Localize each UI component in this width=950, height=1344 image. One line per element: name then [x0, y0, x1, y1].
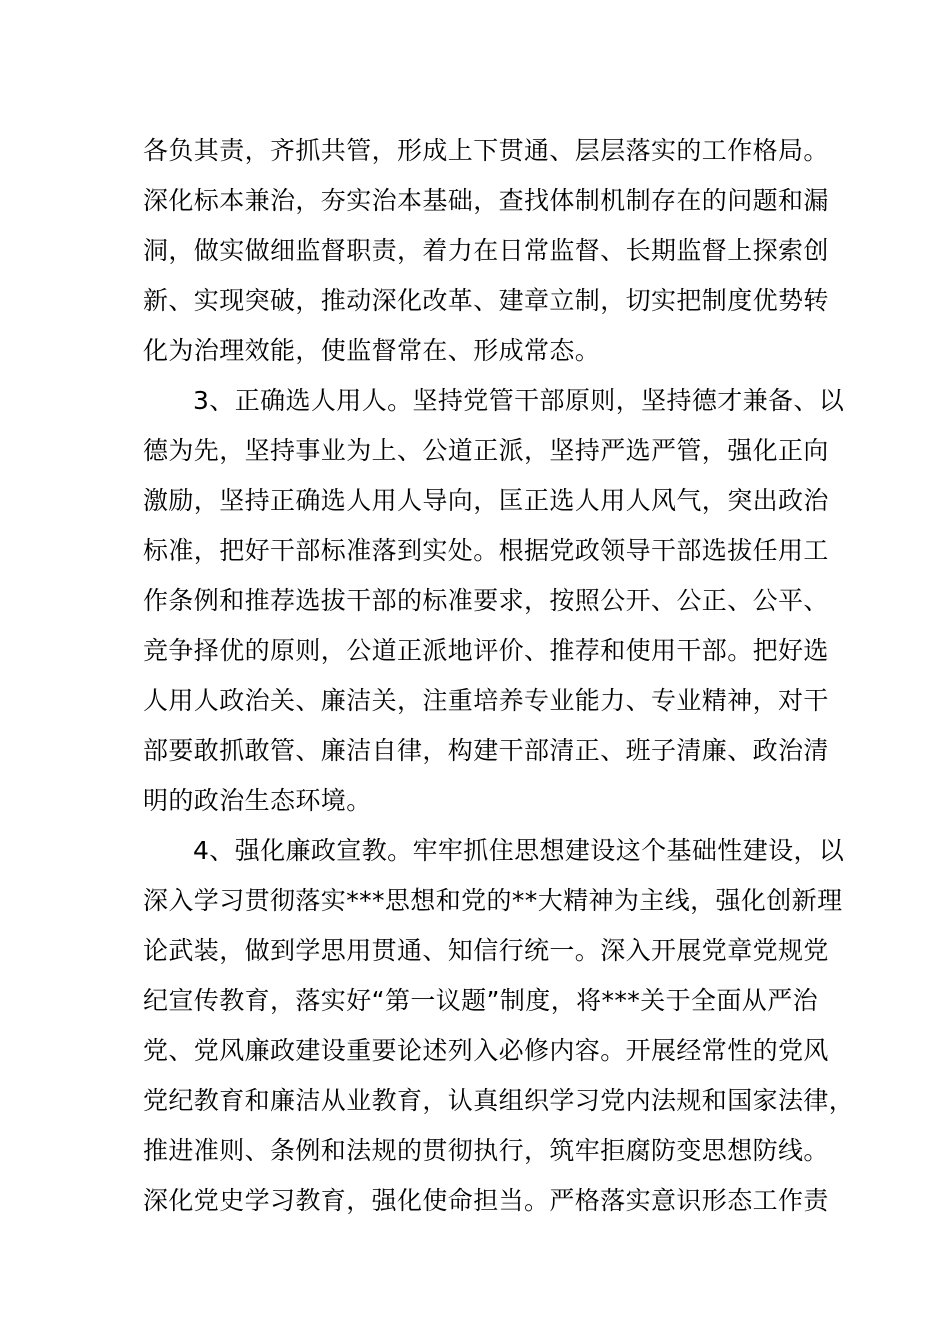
text-line: 竞争择优的原则，公道正派地评价、推荐和使用干部。把好选 [143, 636, 829, 665]
text-line: 深入学习贯彻落实***思想和党的**大精神为主线，强化创新理 [143, 886, 843, 915]
text-line: 推进准则、条例和法规的贯彻执行，筑牢拒腐防变思想防线。 [143, 1136, 829, 1165]
text-line: 党纪教育和廉洁从业教育，认真组织学习党内法规和国家法律， [143, 1086, 855, 1115]
text-line: 作条例和推荐选拔干部的标准要求，按照公开、公正、公平、 [143, 586, 829, 615]
text-line: 激励，坚持正确选人用人导向，匡正选人用人风气，突出政治 [143, 486, 829, 515]
text-line: 各负其责，齐抓共管，形成上下贯通、层层落实的工作格局。 [143, 136, 829, 165]
text-line: 4、强化廉政宣教。牢牢抓住思想建设这个基础性建设，以 [193, 836, 845, 865]
text-line: 纪宣传教育，落实好“第一议题”制度，将***关于全面从严治 [143, 986, 819, 1015]
text-line: 洞，做实做细监督职责，着力在日常监督、长期监督上探索创 [143, 236, 829, 265]
text-line: 深化标本兼治，夯实治本基础，查找体制机制存在的问题和漏 [143, 186, 829, 215]
body-text [143, 126, 855, 1226]
text-line: 深化党史学习教育，强化使命担当。严格落实意识形态工作责 [143, 1186, 829, 1215]
text-line: 3、正确选人用人。坚持党管干部原则，坚持德才兼备、以 [193, 386, 845, 415]
text-line: 部要敢抓敢管、廉洁自律，构建干部清正、班子清廉、政治清 [143, 736, 829, 765]
text-line: 党、党风廉政建设重要论述列入必修内容。开展经常性的党风 [143, 1036, 829, 1065]
text-line: 人用人政治关、廉洁关，注重培养专业能力、专业精神，对干 [143, 686, 829, 715]
text-line: 标准，把好干部标准落到实处。根据党政领导干部选拔任用工 [143, 536, 829, 565]
text-line: 明的政治生态环境。 [143, 786, 372, 815]
text-line: 化为治理效能，使监督常在、形成常态。 [143, 336, 601, 365]
text-line: 论武装，做到学思用贯通、知信行统一。深入开展党章党规党 [143, 936, 829, 965]
text-line: 德为先，坚持事业为上、公道正派，坚持严选严管，强化正向 [143, 436, 829, 465]
text-line: 新、实现突破，推动深化改革、建章立制，切实把制度优势转 [143, 286, 829, 315]
